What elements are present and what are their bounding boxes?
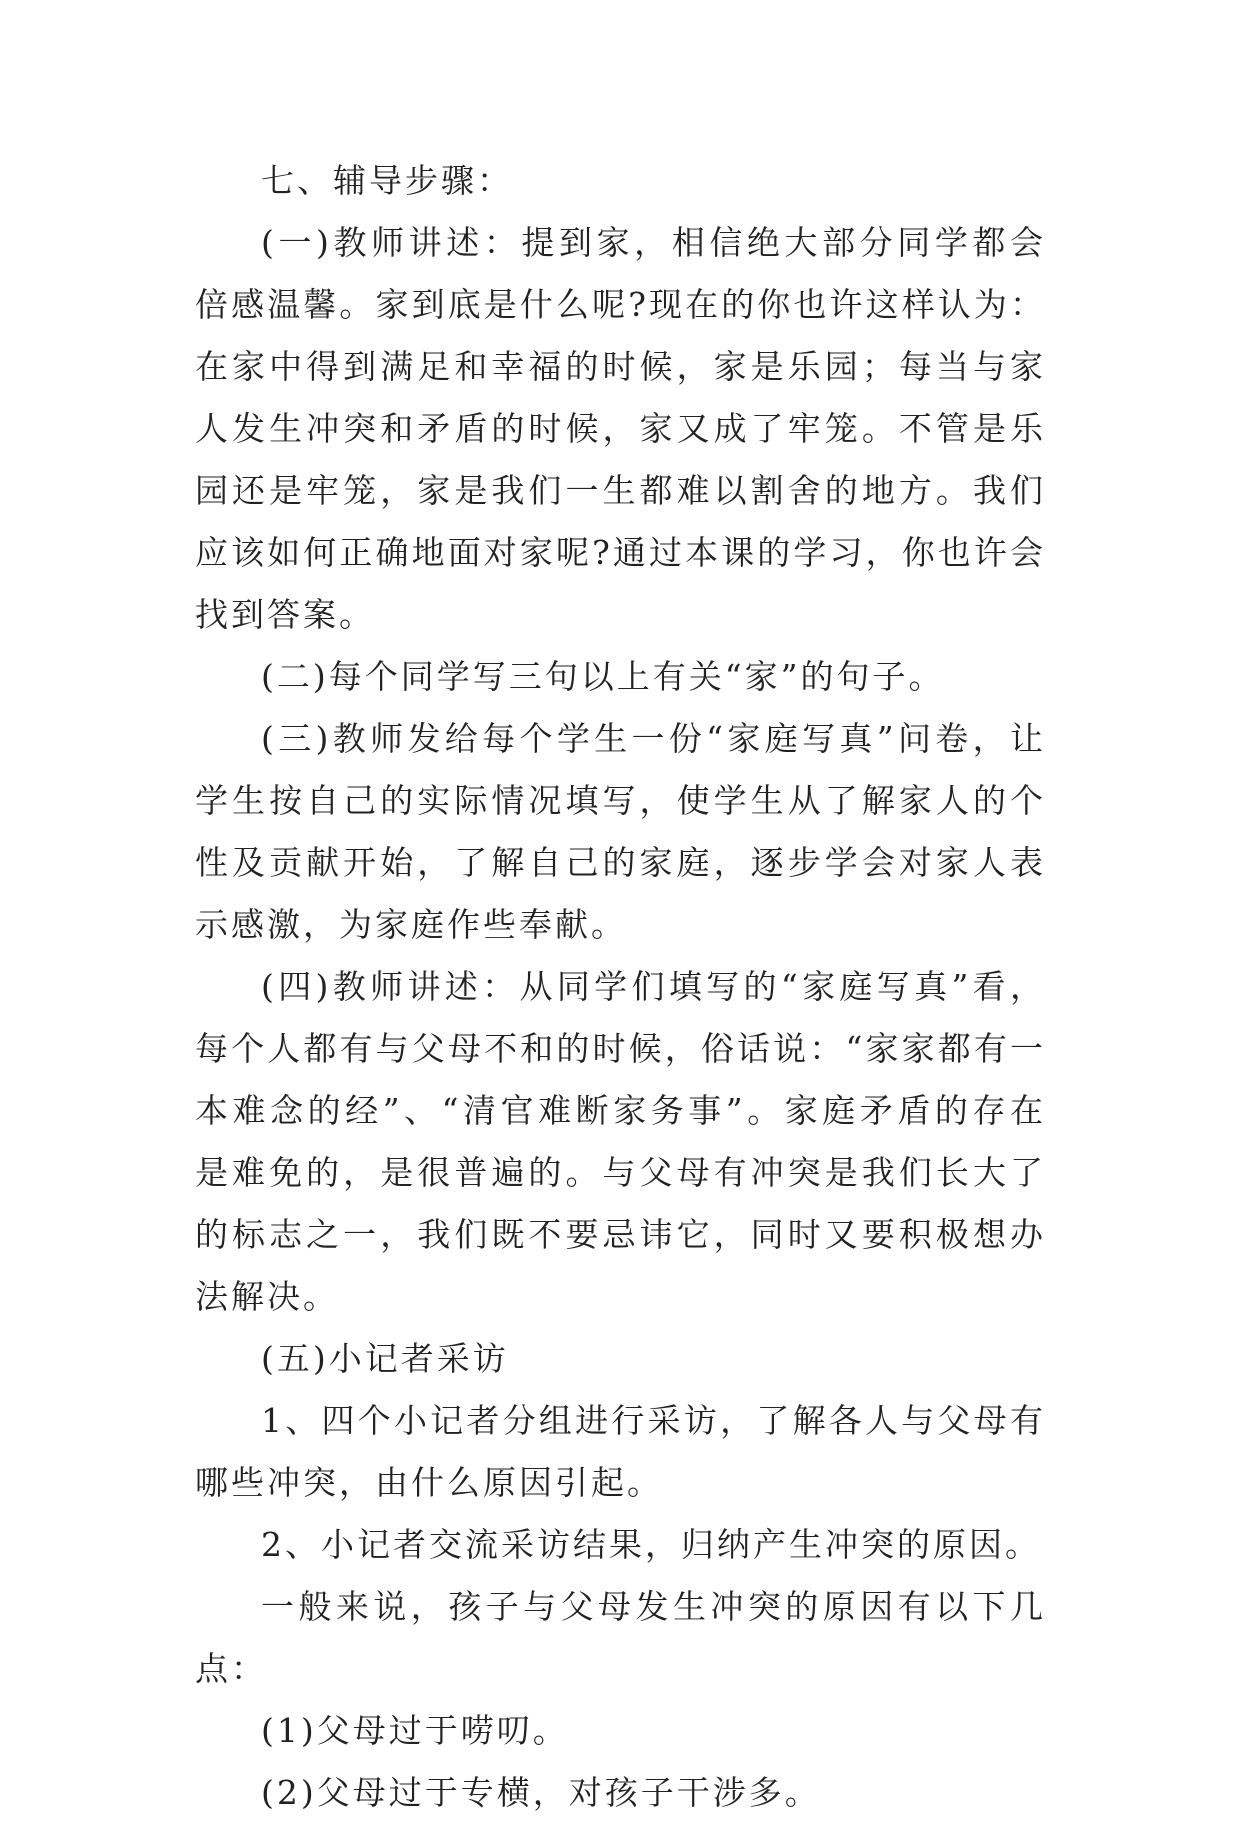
paragraph-step-4: (四)教师讲述：从同学们填写的“家庭写真”看，每个人都有与父母不和的时候，俗话说：“家家都有一本难念的经”、“清官难断家务事”。家庭矛盾的存在是难免的，是很普遍的。与父母有冲突是我们长大了的标志之一，我们既不要忌讳它，同时又要积极想办法解决。 bbox=[195, 967, 1046, 1316]
paragraph-step-5: (五)小记者采访 bbox=[261, 1339, 509, 1378]
paragraph-interview-2: 2、小记者交流采访结果，归纳产生冲突的原因。 bbox=[261, 1525, 1041, 1564]
list-item-cause-1: (1)父母过于唠叨。 bbox=[261, 1711, 569, 1750]
paragraph-causes-intro: 一般来说，孩子与父母发生冲突的原因有以下几点： bbox=[195, 1587, 1046, 1688]
paragraph-interview-1: 1、四个小记者分组进行采访，了解各人与父母有哪些冲突，由什么原因引起。 bbox=[195, 1401, 1046, 1502]
section-heading: 七、辅导步骤： bbox=[261, 161, 513, 200]
list-item-cause-2: (2)父母过于专横，对孩子干涉多。 bbox=[261, 1773, 821, 1812]
paragraph-step-3: (三)教师发给每个学生一份“家庭写真”问卷，让学生按自己的实际情况填写，使学生从了解家人的个性及贡献开始，了解自己的家庭，逐步学会对家人表示感激，为家庭作些奉献。 bbox=[195, 719, 1046, 944]
paragraph-step-1: (一)教师讲述：提到家，相信绝大部分同学都会倍感温馨。家到底是什么呢?现在的你也许这样认为：在家中得到满足和幸福的时候，家是乐园；每当与家人发生冲突和矛盾的时候，家又成了牢笼。不管是乐园还是牢笼，家是我们一生都难以割舍的地方。我们应该如何正确地面对家呢?通过本课的学习，你也许会找到答案。 bbox=[195, 223, 1046, 634]
paragraph-step-2: (二)每个同学写三句以上有关“家”的句子。 bbox=[261, 657, 945, 696]
